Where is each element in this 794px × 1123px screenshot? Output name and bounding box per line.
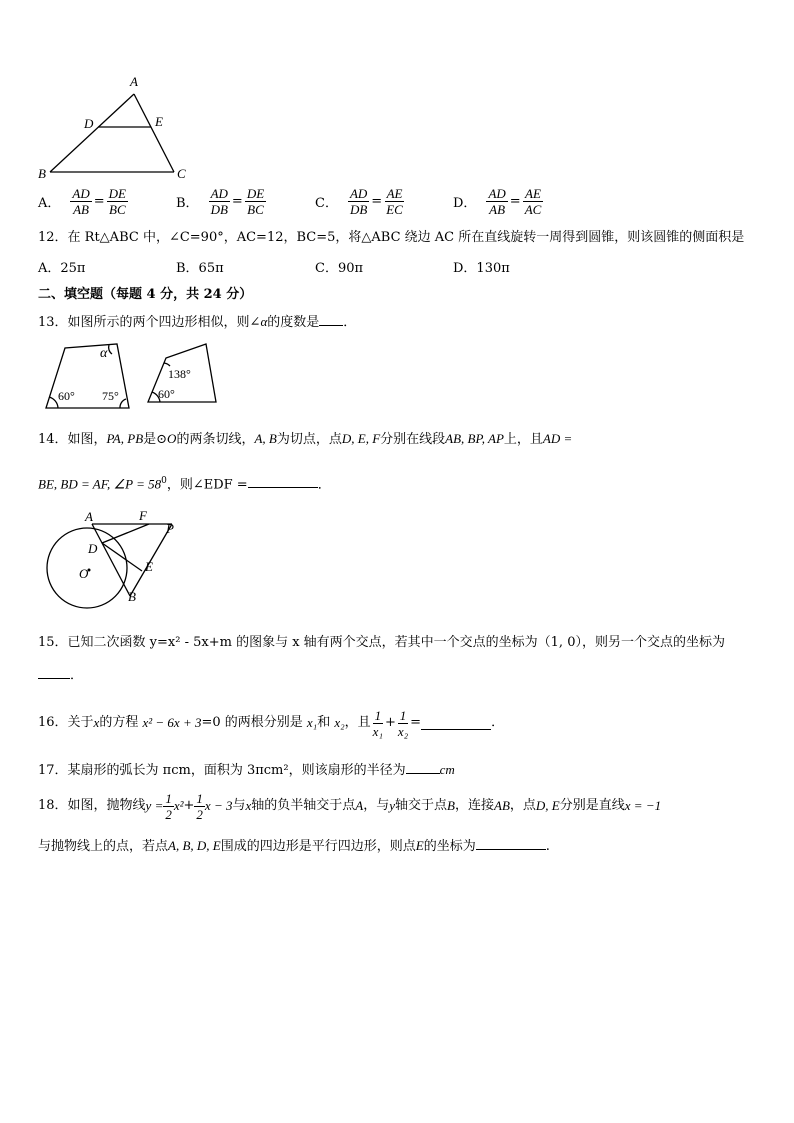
q14-on-segments: 分别在线段 [380, 432, 446, 447]
q14-degree: 0 [161, 476, 167, 486]
q14-ad-eq: AD = [542, 431, 573, 446]
q14-o: O [167, 431, 177, 446]
q18-y-eq: y = [145, 798, 164, 813]
q18-b: B [447, 798, 455, 813]
q18-abde: A, B, D, E [168, 838, 221, 853]
q18-line2b: 围成的四边形是平行四边形，则点 [220, 839, 416, 854]
q14-on-and: 上，且 [503, 432, 543, 447]
q18-line2c: 的坐标为 [423, 839, 476, 854]
q16-fraction-1: $\frac{1}{\text{x₁}}$ [372, 707, 383, 739]
option-fraction-left: $\frac{AD}{AB}$ [488, 185, 506, 217]
q17-line [38, 761, 455, 779]
q12-option-a: A．25π [38, 261, 86, 276]
option-fraction-left: $\frac{AD}{AB}$ [72, 185, 90, 217]
q13-alpha: α [260, 314, 268, 329]
fig13-right-60-label: 60° [158, 387, 175, 401]
option-fraction-right: $\frac{AE}{AC}$ [524, 185, 542, 217]
option-letter: C． [315, 195, 338, 211]
q18-p7: ，点 [509, 798, 536, 813]
fig14-label-e: E [145, 559, 153, 574]
option-fraction-left: $\frac{AD}{DB}$ [349, 185, 368, 217]
equals-sign: = [93, 193, 105, 209]
q16-p4: ，且 [344, 715, 371, 730]
q12-option-b: B．65π [176, 261, 224, 276]
q16-line [38, 703, 504, 743]
q16-p2: 的方程 [99, 715, 139, 730]
q18-a: A [355, 798, 364, 813]
q18-plus: + [183, 798, 195, 813]
q17-text: 17．某扇形的弧长为 πcm，面积为 3πcm²，则该扇形的半径为 [38, 763, 406, 778]
q14-pa-pb: PA, PB [106, 431, 144, 446]
q16-fraction-2: $\frac{1}{\text{x₂}}$ [397, 707, 409, 739]
q14-line-2 [38, 473, 331, 493]
q14-answer-blank[interactable] [248, 475, 318, 488]
q14-segments: AB, BP, AP [445, 431, 504, 446]
q18-y: y [389, 798, 396, 813]
q14-line2-math: BE, BD = AF, ∠P = 58 [38, 476, 162, 492]
option-letter: B． [176, 195, 199, 211]
equals-sign: = [231, 193, 243, 209]
q18-x-squared: x² [173, 798, 184, 813]
q17-answer-blank[interactable] [406, 761, 440, 774]
q18-p8: 分别是直线 [559, 798, 625, 813]
option-fraction-right: $\frac{AE}{EC}$ [386, 185, 403, 217]
fig13-75-label: 75° [102, 389, 119, 403]
q14-line2-after: ，则∠EDF = [166, 477, 248, 493]
label-a: A [130, 74, 138, 89]
option-letter: D． [453, 195, 477, 211]
fig13-138-label: 138° [168, 367, 191, 381]
fig14-label-a: A [85, 509, 93, 524]
q14-line-1 [38, 431, 572, 448]
label-e: E [155, 114, 163, 129]
q13-end: ． [343, 315, 357, 330]
label-c: C [177, 166, 186, 181]
q18-line-1 [38, 786, 661, 826]
circle-tangents-figure [40, 505, 190, 620]
q15-text: 15．已知二次函数 y=x² - 5x+m 的图象与 x 轴有两个交点，若其中一个交点的坐标为（1, 0），则另一个交点的坐标为 [38, 635, 725, 650]
fig14-label-p: P [166, 521, 174, 536]
option-letter: A． [38, 195, 61, 211]
q18-x: x [245, 798, 252, 813]
q18-e: E [415, 838, 424, 853]
q18-p1: 18．如图，抛物线 [38, 798, 146, 813]
q16-plus: + [384, 715, 396, 730]
q18-p4: ，与 [363, 798, 390, 813]
q16-x: x [93, 715, 100, 730]
q17-unit: cm [439, 762, 455, 777]
option-fraction-right: $\frac{DE}{BC}$ [108, 185, 126, 217]
q13-text-before: 13．如图所示的两个四边形相似，则∠ [38, 315, 261, 330]
fig13-left-60-label: 60° [58, 389, 75, 403]
q18-p5: 轴交于点 [395, 798, 448, 813]
similar-quadrilaterals-figure [40, 338, 230, 414]
q16-end: ． [491, 715, 505, 730]
triangle-de-parallel-bc-figure [30, 72, 200, 184]
q16-eq: = [410, 715, 422, 730]
q14-def: D, E, F [341, 431, 381, 446]
label-b: B [38, 166, 46, 181]
q11-option-d [453, 180, 543, 222]
q18-half-2: $\frac{1}{2}$ [196, 790, 203, 822]
q18-line-2 [38, 837, 550, 855]
equals-sign: = [371, 193, 383, 209]
q18-p3: 轴的负半轴交于点 [251, 798, 356, 813]
q15-answer-blank[interactable] [38, 666, 70, 679]
q16-p1: 16．关于 [38, 715, 94, 730]
q12-option-c: C．90π [315, 261, 364, 276]
q18-line2a: 与抛物线上的点，若点 [38, 839, 169, 854]
section-2-title: 二、填空题（每题 4 分，共 24 分） [38, 287, 253, 302]
q13-text [38, 313, 356, 331]
q13-answer-blank[interactable] [319, 313, 343, 326]
q12-text: 12．在 Rt△ABC 中，∠C=90°，AC=12，BC=5，将△ABC 绕边 AC 所在直线旋转一周得到圆锥，则该圆锥的侧面积是 [38, 230, 745, 245]
fig13-alpha-label: α [100, 346, 108, 361]
q18-p2: 与 [232, 798, 246, 813]
q16-x2: x₂ [334, 715, 345, 730]
q18-end: . [545, 839, 550, 854]
q11-option-a [38, 180, 128, 222]
q18-x-minus-3: x − 3 [204, 798, 233, 813]
q14-is-tangent: 是⊙ [143, 432, 168, 447]
q16-answer-blank[interactable] [421, 717, 491, 730]
q16-p3: =0 的两根分别是 [201, 715, 303, 730]
q18-de: D, E [535, 798, 560, 813]
option-fraction-left: $\frac{AD}{DB}$ [210, 185, 228, 217]
fig14-label-d: D [88, 541, 98, 556]
q12-option-d: D．130π [453, 261, 510, 276]
q11-option-b [176, 180, 266, 222]
equals-sign: = [509, 193, 521, 209]
q16-and: 和 [317, 715, 331, 730]
q15-line-2 [38, 666, 83, 684]
q16-x1: x₁ [306, 715, 318, 730]
fig14-label-o: O [79, 566, 89, 581]
q14-tangent-points: 为切点，点 [276, 432, 342, 447]
fig14-label-f: F [139, 508, 147, 523]
q14-two-tangents: 的两条切线， [176, 432, 255, 447]
q18-x-eq-minus-1: x = −1 [624, 798, 662, 813]
fig14-label-b: B [128, 589, 136, 604]
q18-p6: ，连接 [455, 798, 495, 813]
q18-answer-blank[interactable] [476, 837, 546, 850]
q14-ab: A, B [254, 431, 277, 446]
q11-option-c [315, 180, 405, 222]
q18-half-1: $\frac{1}{2}$ [165, 790, 172, 822]
q14-end: ． [317, 477, 331, 493]
option-fraction-right: $\frac{DE}{BC}$ [246, 185, 265, 217]
q18-ab: AB [494, 798, 510, 813]
q14-prefix: 14．如图， [38, 432, 107, 447]
q16-equation: x² − 6x + 3 [142, 715, 202, 730]
q13-text-after: 的度数是 [267, 315, 320, 330]
label-d: D [84, 116, 94, 131]
q15-end: ． [70, 668, 84, 683]
